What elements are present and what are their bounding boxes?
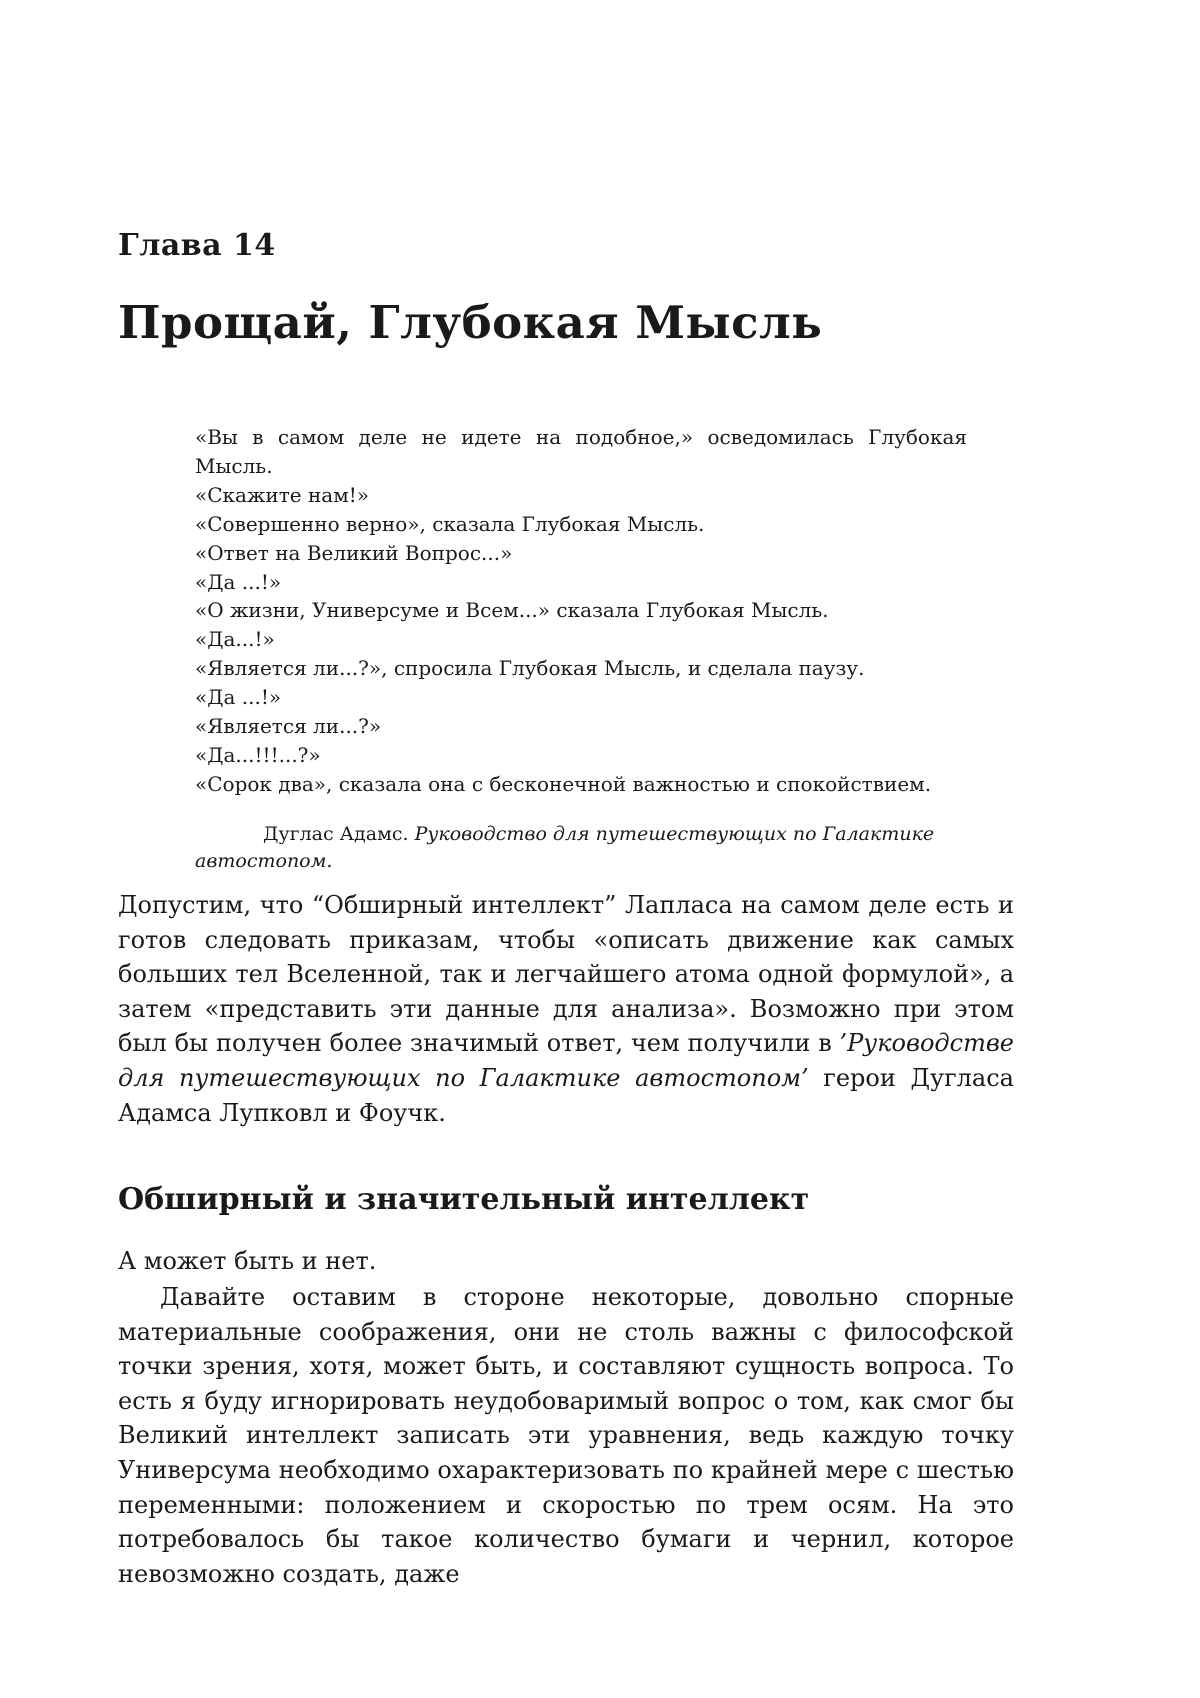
attribution-author: Дуглас Адамс. — [263, 823, 409, 845]
body-paragraph: Давайте оставим в стороне некоторые, довольно спорные материальные соображения, они не столь важны с философской точки зрения, хотя, может быть, и составляют сущность вопроса. То есть я буду игнорировать неудобоваримый вопрос о том, как смог бы Великий интеллект записать эти уравнения, ведь каждую точку Универсума необходимо охарактеризовать по крайней мере с шестью переменными: положением и скоростью по трем осям. На это потребовалось бы такое количество бумаги и чернил, которое невозможно создать, даже — [118, 1283, 1014, 1588]
epigraph-line: «Сорок два», сказала она с бесконечной важностью и спокойствием. — [195, 771, 932, 796]
epigraph-line: «Совершенно верно», сказала Глубокая Мысль. — [195, 511, 705, 536]
epigraph-line: «Вы в самом деле не идете на подобное,» осведомилась Глубокая Мысль. — [195, 425, 967, 478]
epigraph-line: «Да...!!!...?» — [195, 742, 321, 767]
short-paragraph: А может быть и нет. — [118, 1247, 377, 1275]
epigraph-line: «О жизни, Универсуме и Всем...» сказала Глубокая Мысль. — [195, 598, 829, 623]
intro-book-title: ’Руководстве для путешествующих по Галактике автостопом’ — [118, 1029, 1014, 1092]
epigraph-attribution — [195, 821, 967, 875]
epigraph-line: «Скажите нам!» — [195, 482, 370, 507]
epigraph — [195, 423, 967, 799]
epigraph-line: «Является ли...?», спросила Глубокая Мысль, и сделала паузу. — [195, 656, 865, 681]
chapter-label: Глава 14 — [118, 228, 276, 263]
epigraph-line: «Да ...!» — [195, 685, 282, 710]
section-heading: Обширный и значительный интеллект — [118, 1182, 810, 1217]
epigraph-line: «Да...!» — [195, 627, 275, 652]
epigraph-line: «Ответ на Великий Вопрос...» — [195, 540, 513, 565]
intro-text-end: герои Дугласа Адамса Лупковл и Фоучк. — [118, 1063, 1014, 1127]
intro-paragraph — [118, 888, 1014, 1130]
epigraph-line: «Является ли...?» — [195, 714, 382, 739]
attribution-work: Руководство для путешествующих по Галактике автостопом. — [195, 823, 935, 872]
epigraph-line: «Да ...!» — [195, 569, 282, 594]
intro-text-start: Допустим, что “Обширный интеллект” Лапласа на самом деле есть и готов следовать приказам, чтобы «описать движение как самых больших тел Вселенной, так и легчайшего атома одной формулой», а затем «представить эти данные для анализа». Возможно при этом был бы получен более значимый ответ, чем получили в — [118, 891, 1014, 1058]
chapter-title: Прощай, Глубокая Мысль — [118, 296, 823, 349]
